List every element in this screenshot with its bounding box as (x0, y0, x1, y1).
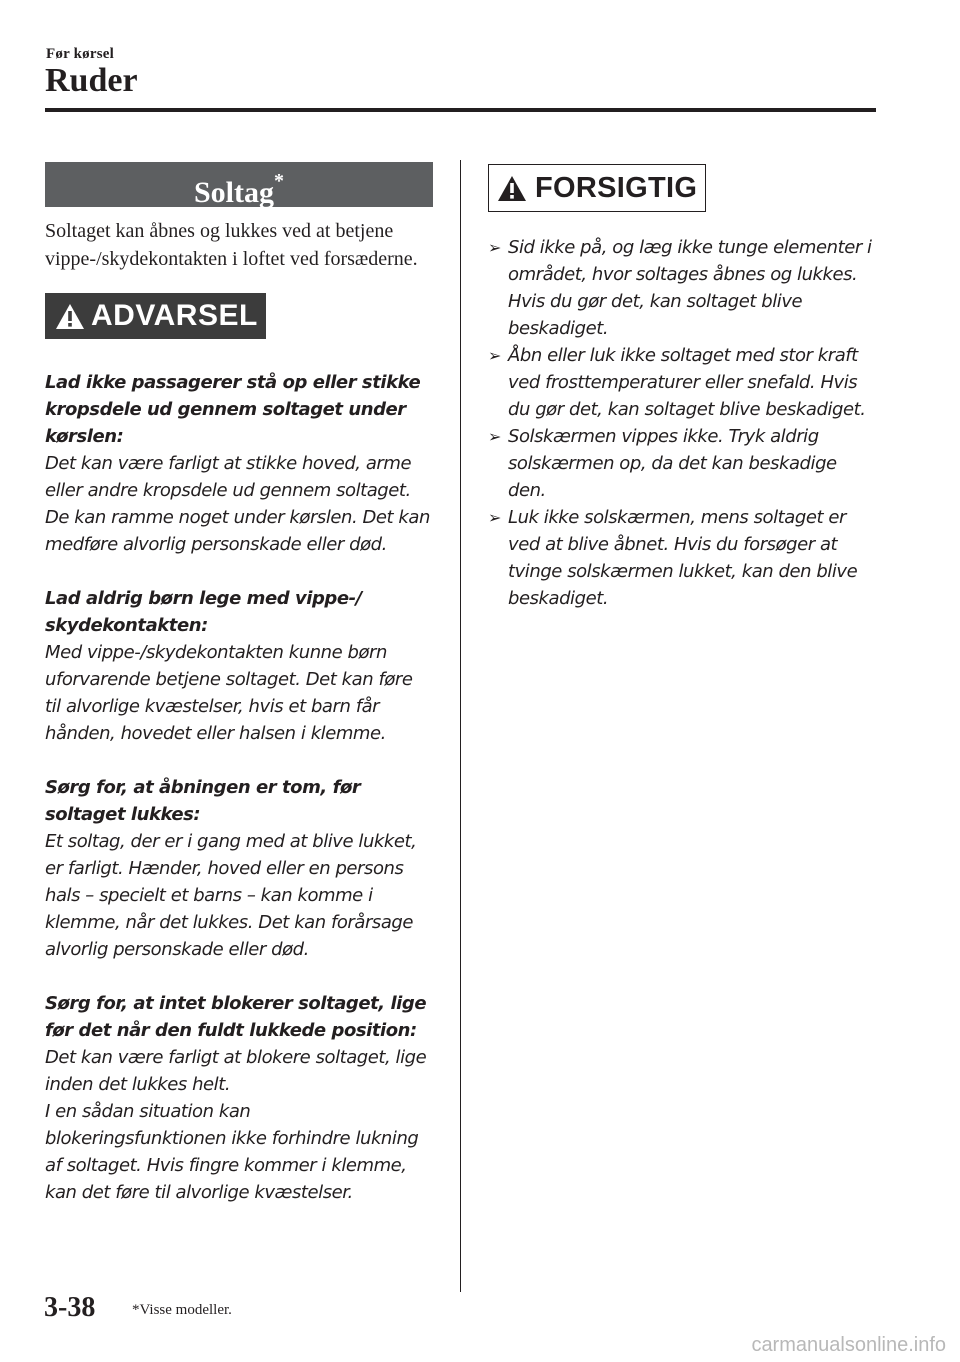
left-column (45, 162, 433, 1233)
warning-item (45, 585, 433, 747)
footnote: *Visse modeller. (132, 1302, 232, 1318)
arrow-bullet-icon: ➢ (488, 238, 501, 257)
page-number: 3-38 (44, 1292, 96, 1323)
caution-text: Solskærmen vippes ikke. Tryk aldrig solskærmen op, da det kan beskadige den. (508, 426, 837, 501)
caution-item (488, 423, 878, 504)
warning-text: Det kan være farligt at stikke hoved, arme eller andre kropsdele ud gennem soltaget. De kan ramme noget under kørslen. Det kan medføre alvorlig personskade eller død. (45, 453, 430, 555)
warning-item (45, 990, 433, 1206)
breadcrumb: Før kørsel (46, 46, 114, 62)
warning-heading: Lad ikke passagerer stå op eller stikke kropsdele ud gennem soltaget under kørslen: (45, 372, 421, 447)
warning-triangle-icon (55, 303, 85, 330)
warning-triangle-icon (497, 175, 527, 202)
arrow-bullet-icon: ➢ (488, 346, 501, 365)
caution-list (488, 234, 878, 612)
section-intro: Soltaget kan åbnes og lukkes ved at betjene vippe-/skydekontakten i loftet ved forsæderne. (45, 220, 418, 270)
warning-heading: Sørg for, at åbningen er tom, før soltaget lukkes: (45, 777, 361, 825)
section-title: Soltag (193, 176, 274, 209)
warning-label: ADVARSEL (91, 299, 258, 332)
warning-item (45, 774, 433, 963)
warning-badge (45, 293, 266, 339)
warning-text-continued: I en sådan situation kan blokeringsfunktionen ikke forhindre lukning af soltaget. Hvis fingre kommer i klemme, kan det føre til alvorlige kvæstelser. (45, 1101, 419, 1203)
caution-text: Luk ikke solskærmen, mens soltaget er ved at blive åbnet. Hvis du forsøger at tvinge solskærmen lukket, kan den blive beskadiget. (508, 507, 858, 609)
warning-list (45, 369, 433, 1206)
right-column (488, 164, 878, 612)
caution-text: Sid ikke på, og læg ikke tunge elementer i området, hvor soltages åbnes og lukkes. Hvis du gør det, kan soltaget blive beskadiget. (508, 237, 872, 339)
caution-item (488, 234, 878, 342)
caution-item (488, 504, 878, 612)
warning-heading: Sørg for, at intet blokerer soltaget, lige før det når den fuldt lukkede position: (45, 993, 427, 1041)
column-divider (460, 160, 461, 1292)
warning-text: Det kan være farligt at blokere soltaget, lige inden det lukkes helt. (45, 1047, 427, 1095)
section-title-mark: * (274, 170, 284, 192)
title-rule (45, 108, 876, 112)
warning-text: Med vippe-/skydekontakten kunne børn uforvarende betjene soltaget. Det kan føre til alvorlige kvæstelser, hvis et barn får hånden, hovedet eller halsen i klemme. (45, 642, 413, 744)
arrow-bullet-icon: ➢ (488, 508, 501, 527)
caution-label: FORSIGTIG (535, 171, 698, 204)
section-header (45, 162, 433, 207)
watermark: carmanualsonline.info (751, 1334, 946, 1356)
caution-badge (488, 164, 706, 212)
caution-item (488, 342, 878, 423)
page-title: Ruder (45, 62, 138, 99)
arrow-bullet-icon: ➢ (488, 427, 501, 446)
warning-item (45, 369, 433, 558)
warning-heading: Lad aldrig børn lege med vippe-/ skydekontakten: (45, 588, 362, 636)
caution-text: Åbn eller luk ikke soltaget med stor kraft ved frosttemperaturer eller snefald. Hvis du gør det, kan soltaget blive beskadiget. (508, 345, 866, 420)
warning-text: Et soltag, der er i gang med at blive lukket, er farligt. Hænder, hoved eller en persons hals – specielt et barns – kan komme i klemme, når det lukkes. Det kan forårsage alvorlig personskade eller død. (45, 831, 417, 960)
